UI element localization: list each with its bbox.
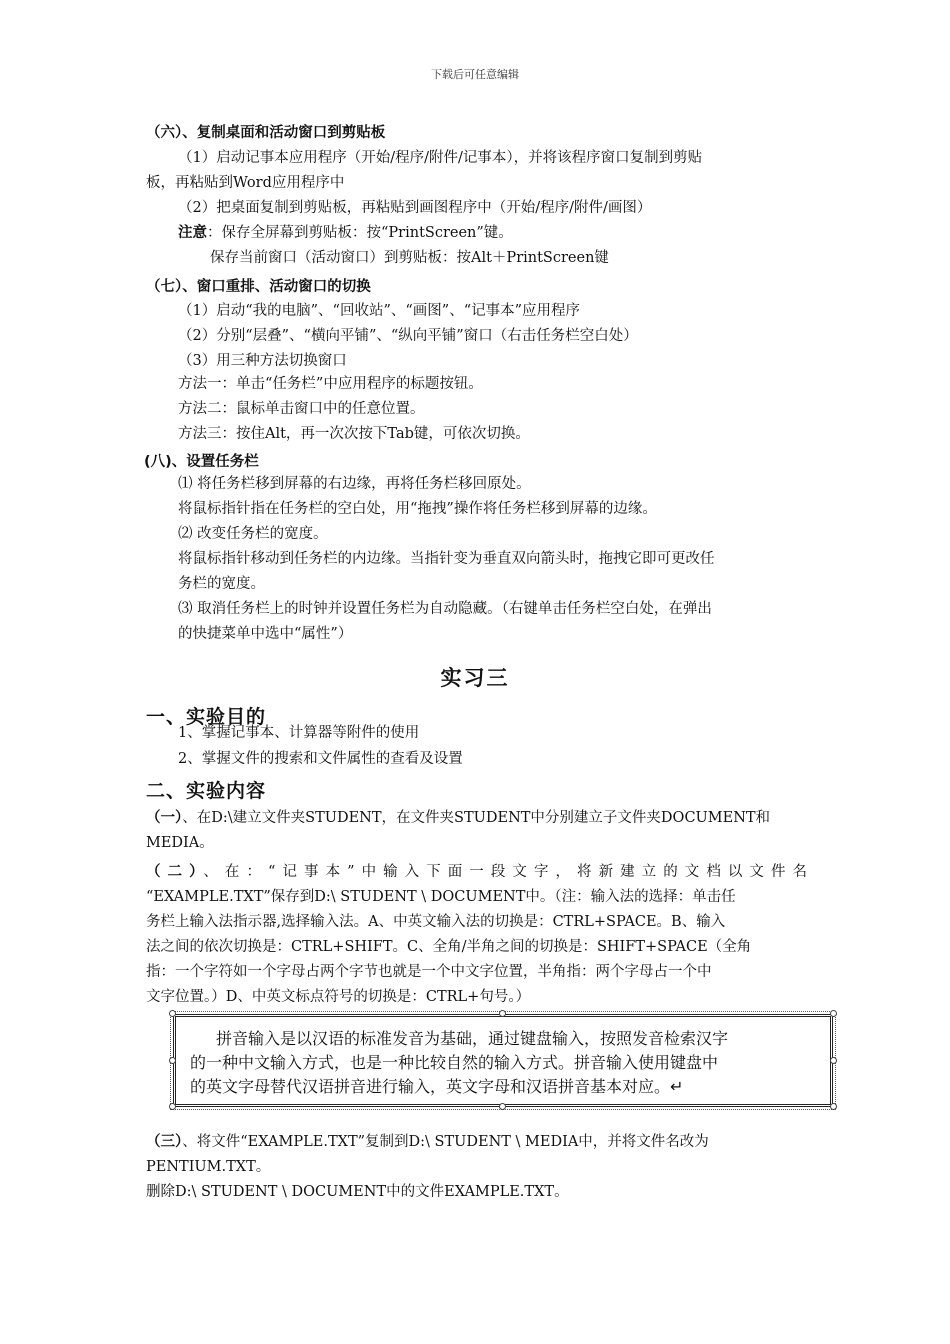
- content-item1-text: 、在D:\建立文件夹STUDENT，在文件夹STUDENT中分别建立子文件夹DOCUMENT和: [182, 810, 771, 826]
- purpose-title: 一、实验目的: [146, 706, 267, 728]
- resize-handle-top-right[interactable]: [830, 1010, 837, 1017]
- content-item2-text: 、在：“记事本”中输入下面一段文字，将新建立的文档以文件名: [203, 864, 807, 880]
- box-line2: 的一种中文输入方式，也是一种比较自然的输入方式。拼音输入使用键盘中: [190, 1053, 719, 1072]
- sec8-item2: ⑵ 改变任务栏的宽度。: [178, 526, 328, 542]
- sec7-method2: 方法二：鼠标单击窗口中的任意位置。: [178, 401, 425, 417]
- section-8-title: (八)、设置任务栏: [144, 454, 259, 470]
- sec8-item3-line2: 的快捷菜单中选中“属性”）: [178, 626, 353, 642]
- page-header: 下载后可任意编辑: [431, 68, 519, 81]
- content-item1-line2: MEDIA。: [146, 835, 214, 851]
- sec7-step1: （1）启动“我的电脑”、“回收站”、“画图”、“记事本”应用程序: [178, 303, 581, 319]
- sec7-method3: 方法三：按住Alt，再一次次按下Tab键，可依次切换。: [178, 426, 530, 442]
- resize-handle-left[interactable]: [169, 1057, 176, 1064]
- content-item2-line5: 指：一个字符如一个字母占两个字节也就是一个中文字位置，半角指：两个字母占一个中: [146, 964, 712, 980]
- main-title: 实习三: [440, 666, 510, 690]
- content-item1-label: （一）: [146, 810, 183, 826]
- content-item2-line3: 务栏上输入法指示器,选择输入法。A、中英文输入法的切换是：CTRL+SPACE。B、输入: [146, 914, 726, 930]
- content-title: 二、实验内容: [146, 780, 267, 802]
- sec8-item1-desc: 将鼠标指针指在任务栏的空白处，用“拖拽”操作将任务栏移到屏幕的边缘。: [178, 501, 657, 517]
- content-item3-label: （三）: [146, 1134, 183, 1150]
- content-item3-line2: PENTIUM.TXT。: [146, 1159, 271, 1175]
- sec6-step1-line1: （1）启动记事本应用程序（开始/程序/附件/记事本），并将该程序窗口复制到剪贴: [178, 150, 703, 166]
- content-item2-line1: [146, 862, 807, 882]
- sec8-item2-desc-line1: 将鼠标指针移动到任务栏的内边缘。当指针变为垂直双向箭头时，拖拽它即可更改任: [178, 551, 715, 567]
- sec7-method1: 方法一：单击“任务栏”中应用程序的标题按钮。: [178, 376, 483, 392]
- sec6-note: [178, 223, 513, 243]
- purpose-item2: 2、掌握文件的搜索和文件属性的查看及设置: [178, 751, 463, 767]
- resize-handle-right[interactable]: [830, 1057, 837, 1064]
- sec6-note2: 保存当前窗口（活动窗口）到剪贴板：按Alt＋PrintScreen键: [210, 250, 609, 266]
- resize-handle-bottom-left[interactable]: [169, 1103, 176, 1110]
- content-item1-line1: [146, 808, 770, 828]
- resize-handle-top[interactable]: [499, 1010, 506, 1017]
- note-text: ：保存全屏幕到剪贴板：按“PrintScreen”键。: [207, 225, 513, 241]
- section-6-title: （六）、复制桌面和活动窗口到剪贴板: [146, 125, 386, 141]
- content-item2-label: （二）: [146, 864, 204, 880]
- content-item2-line4: 法之间的依次切换是：CTRL+SHIFT。C、全角/半角之间的切换是：SHIFT+SPACE（全角: [146, 939, 752, 955]
- sec7-step3: （3）用三种方法切换窗口: [178, 353, 347, 369]
- sec8-item3-line1: ⑶ 取消任务栏上的时钟并设置任务栏为自动隐藏。（右键单击任务栏空白处，在弹出: [178, 601, 712, 617]
- sec7-step2: （2）分别“层叠”、“横向平铺”、“纵向平铺”窗口（右击任务栏空白处）: [178, 328, 638, 344]
- embedded-text-box[interactable]: [173, 1014, 833, 1107]
- content-item2-line2: “EXAMPLE.TXT”保存到D:\ STUDENT \ DOCUMENT中。（注：输入法的选择：单击任: [146, 889, 736, 905]
- content-item3-line1: [146, 1132, 709, 1152]
- section-7-title: （七）、窗口重排、活动窗口的切换: [146, 279, 371, 295]
- box-line3: 的英文字母替代汉语拼音进行输入，英文字母和汉语拼音基本对应。↵: [190, 1077, 684, 1096]
- resize-handle-bottom-right[interactable]: [830, 1103, 837, 1110]
- content-item3-line3: 删除D:\ STUDENT \ DOCUMENT中的文件EXAMPLE.TXT。: [146, 1184, 569, 1200]
- sec8-item2-desc-line2: 务栏的宽度。: [178, 576, 265, 592]
- sec8-item1: ⑴ 将任务栏移到屏幕的右边缘，再将任务栏移回原处。: [178, 476, 531, 492]
- content-item3-text: 、将文件“EXAMPLE.TXT”复制到D:\ STUDENT \ MEDIA中，并将文件名改为: [182, 1134, 709, 1150]
- purpose-item1: 1、掌握记事本、计算器等附件的使用: [178, 725, 420, 741]
- note-label: 注意: [178, 225, 207, 241]
- content-item2-line6: 文字位置。）D、中英文标点符号的切换是：CTRL+句号。）: [146, 989, 531, 1005]
- resize-handle-bottom[interactable]: [499, 1103, 506, 1110]
- sec6-step1-line2: 板，再粘贴到Word应用程序中: [146, 175, 345, 191]
- sec6-step2: （2）把桌面复制到剪贴板，再粘贴到画图程序中（开始/程序/附件/画图）: [178, 200, 652, 216]
- resize-handle-top-left[interactable]: [169, 1010, 176, 1017]
- box-line1: 拼音输入是以汉语的标准发音为基础，通过键盘输入，按照发音检索汉字: [216, 1029, 729, 1048]
